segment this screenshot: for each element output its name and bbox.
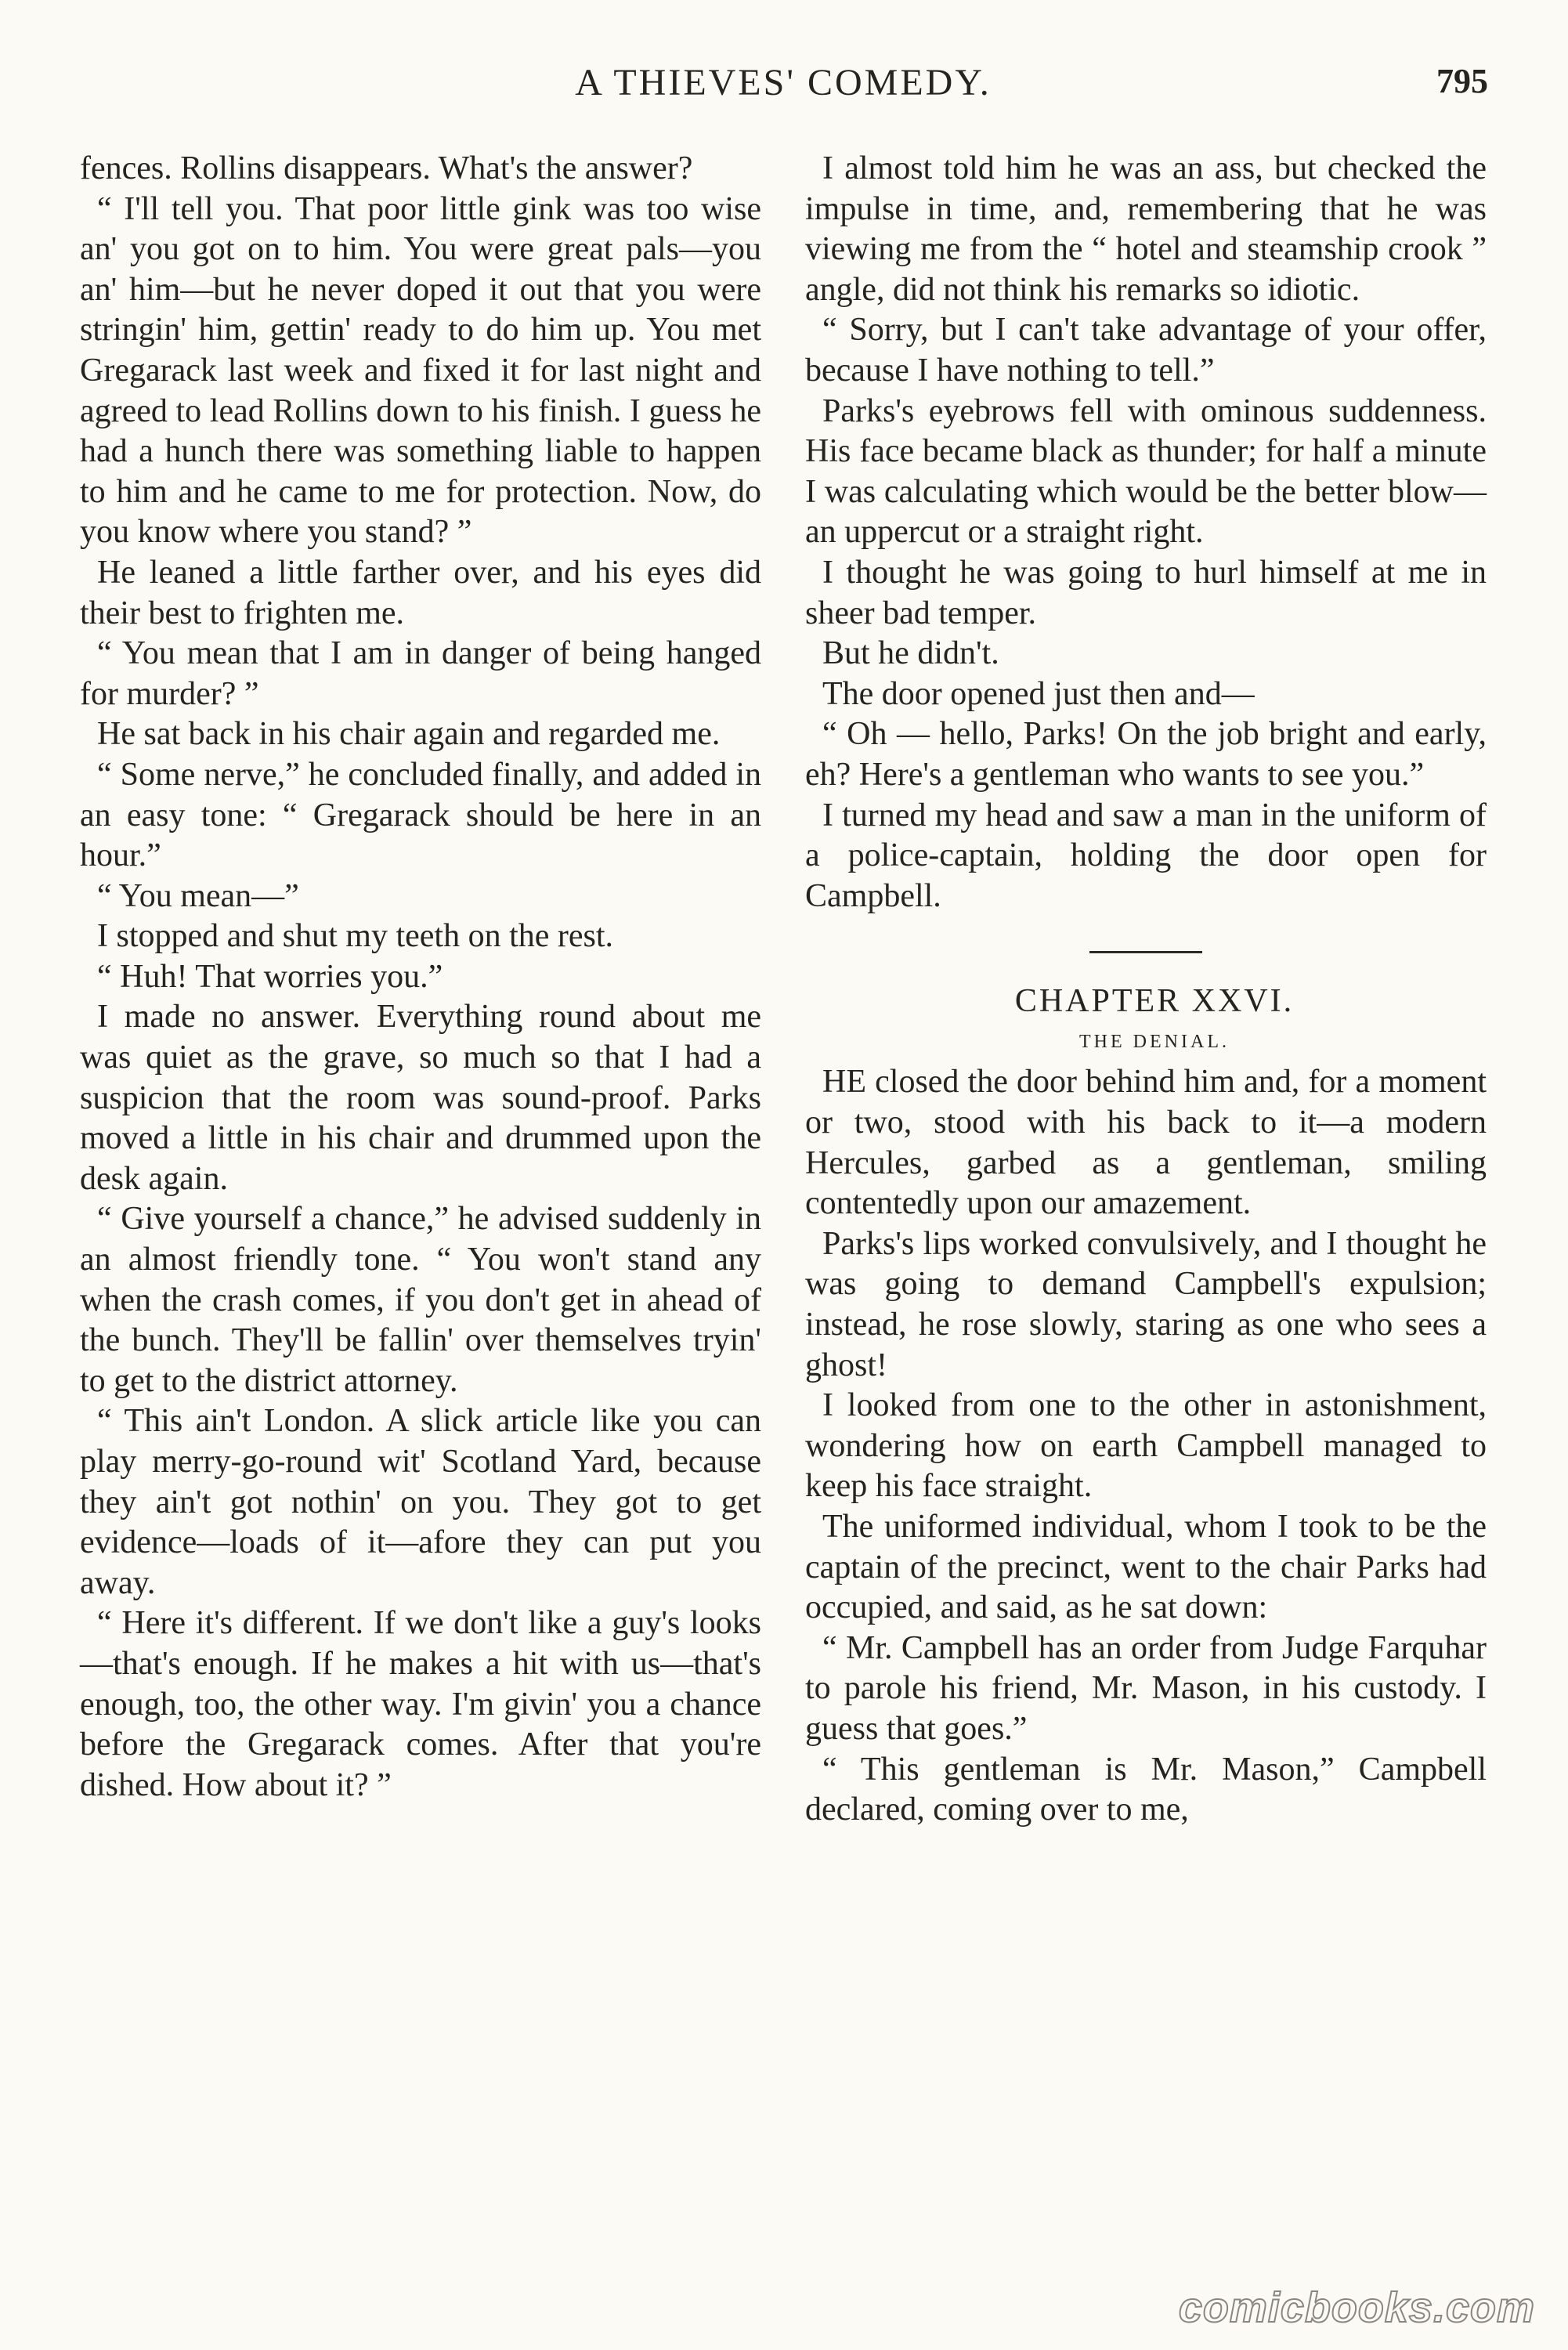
paragraph: “ This ain't London. A slick article like you can play merry-go-round wit' Scotland Yard, because they ain't got nothin' on you. They got to get evidence—loads of it—afore they can put you away.: [80, 1403, 761, 1601]
paragraph: He leaned a little farther over, and his eyes did their best to frighten me.: [80, 554, 761, 631]
running-title: A THIEVES' COMEDY.: [575, 62, 992, 103]
paragraph: “ Oh — hello, Parks! On the job bright and early, eh? Here's a gentleman who wants to see you.”: [805, 716, 1487, 793]
paragraph: But he didn't.: [822, 635, 999, 672]
paragraph: I stopped and shut my teeth on the rest.: [97, 918, 614, 955]
left-column: [80, 149, 761, 1806]
page-number: 795: [1436, 62, 1488, 100]
section-divider: [1089, 951, 1202, 953]
paragraph: He sat back in his chair again and regarded me.: [97, 716, 721, 753]
paragraph: “ Mr. Campbell has an order from Judge Farquhar to parole his friend, Mr. Mason, in his custody. I guess that goes.”: [805, 1629, 1487, 1747]
paragraph: “ Here it's different. If we don't like a guy's looks—that's enough. If he makes a hit with us—that's enough, too, the other way. I'm givin' you a chance before the Gregarack comes. After that you're dished. How about it? ”: [80, 1605, 761, 1803]
page-header: [0, 61, 1568, 116]
paragraph: I thought he was going to hurl himself at me in sheer bad temper.: [805, 554, 1487, 631]
paragraph: “ You mean that I am in danger of being hanged for murder? ”: [80, 635, 761, 712]
paragraph: The uniformed individual, whom I took to be the captain of the precinct, went to the chair Parks had occupied, and said, as he sat down:: [805, 1509, 1487, 1626]
paragraph: “ Some nerve,” he concluded finally, and added in an easy tone: “ Gregarack should be here in an hour.”: [80, 756, 761, 874]
paragraph: fences. Rollins disappears. What's the answer?: [80, 150, 693, 186]
paragraph: “ Give yourself a chance,” he advised suddenly in an almost friendly tone. “ You won't stand any when the crash comes, if you don't get in ahead of the bunch. They'll be fallin' over themselves tryin' to get to the district attorney.: [80, 1201, 761, 1399]
chapter-heading: CHAPTER XXVI.: [1014, 983, 1295, 1020]
paragraph: I turned my head and saw a man in the uniform of a police-captain, holding the door open for Campbell.: [805, 797, 1487, 914]
chapter-subtitle: THE DENIAL.: [1079, 1031, 1230, 1052]
paragraph: HE closed the door behind him and, for a moment or two, stood with his back to it—a modern Hercules, garbed as a gentleman, smiling contentedly upon our amazement.: [805, 1064, 1487, 1222]
paragraph: The door opened just then and—: [822, 675, 1255, 712]
paragraph: “ I'll tell you. That poor little gink was too wise an' you got on to him. You were great pals—you an' him—but he never doped it out that you were stringin' him, gettin' ready to do him up. You met Gregarack last week and fixed it for last night and agreed to lead Rollins down to his finish. I guess he had a hunch there was something liable to happen to him and he came to me for protection. Now, do you know where you stand? ”: [80, 190, 761, 551]
paragraph: I looked from one to the other in astonishment, wondering how on earth Campbell managed to keep his face straight.: [805, 1387, 1487, 1505]
paragraph: “ This gentleman is Mr. Mason,” Campbell declared, coming over to me,: [805, 1751, 1487, 1828]
paragraph: “ Sorry, but I can't take advantage of your offer, because I have nothing to tell.”: [805, 312, 1487, 389]
watermark: comicbooks.com: [1178, 2284, 1535, 2331]
paragraph: I almost told him he was an ass, but checked the impulse in time, and, remembering that he was viewing me from the “ hotel and steamship crook ” angle, did not think his remarks so idiotic.: [805, 150, 1487, 308]
paragraph: “ You mean—”: [97, 877, 299, 914]
right-column: [805, 149, 1487, 1831]
paragraph: Parks's lips worked convulsively, and I thought he was going to demand Campbell's expulsion; instead, he rose slowly, staring as one who sees a ghost!: [805, 1225, 1487, 1383]
paragraph: Parks's eyebrows fell with ominous suddenness. His face became black as thunder; for half a minute I was calculating which would be the better blow—an uppercut or a straight right.: [805, 392, 1487, 551]
paragraph: I made no answer. Everything round about me was quiet as the grave, so much so that I had a suspicion that the room was sound-proof. Parks moved a little in his chair and drummed upon the desk again.: [80, 999, 761, 1197]
paragraph: “ Huh! That worries you.”: [97, 958, 443, 995]
